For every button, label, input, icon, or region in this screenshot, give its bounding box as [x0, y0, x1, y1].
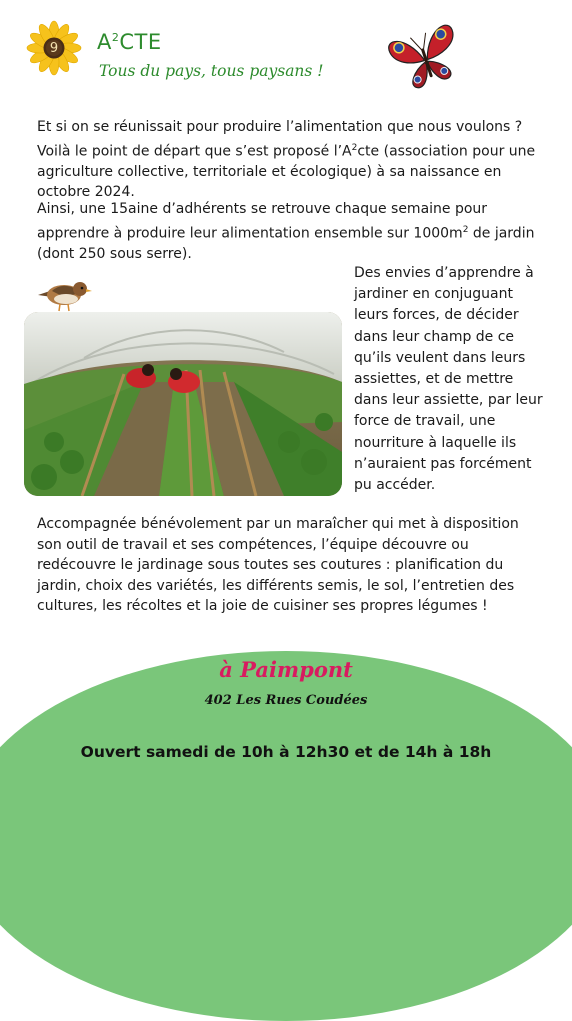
motivation-paragraph: Des envies d’apprendre à jardiner en conjuguant leurs forces, de décider dans leur champ de ce qu’ils veulent dans leurs assiettes, et de mettre dans leur assiette, par leur force de travail, une nourriture à laquelle ils n’auraient pas forcément pu accéder.: [354, 265, 543, 494]
greenhouse-photo: [24, 312, 342, 496]
badge-number: 9: [49, 40, 59, 56]
intro-paragraph: Et si on se réunissait pour produire l’alimentation que nous voulons ? Voilà le point de départ que s’est proposé $l’A^2cte$ (association pour une agriculture collective, territoriale et écologique) à sa naissance en octobre 2024.: [37, 119, 536, 201]
location-title: à Paimpont: [219, 657, 353, 682]
tagline: Tous du pays, tous paysans !: [99, 62, 324, 80]
opening-hours: Ouvert samedi de 10h à 12h30 et de 14h à 18h: [80, 743, 492, 761]
address: 402 Les Rues Coudées: [204, 693, 368, 708]
page-title: $A^2CTE$: [97, 30, 162, 54]
members-paragraph: Ainsi, une 15aine d’adhérents se retrouve chaque semaine pour apprendre à produire leur alimentation ensemble sur $1000m^2$ de jardin (dont 250 sous serre).: [37, 201, 535, 262]
bird-icon: [34, 271, 92, 315]
butterfly-icon: [384, 20, 468, 92]
volunteer-paragraph: Accompagnée bénévolement par un maraîcher qui met à disposition son outil de travail et ses compétences, l’équipe découvre ou redécouvre le jardinage sous toutes ses coutures : planification du jardin, choix des variétés, les différents semis, le sol, l’entretien des cultures, les récoltes et la joie de cuisiner ses propres légumes !: [37, 516, 519, 614]
